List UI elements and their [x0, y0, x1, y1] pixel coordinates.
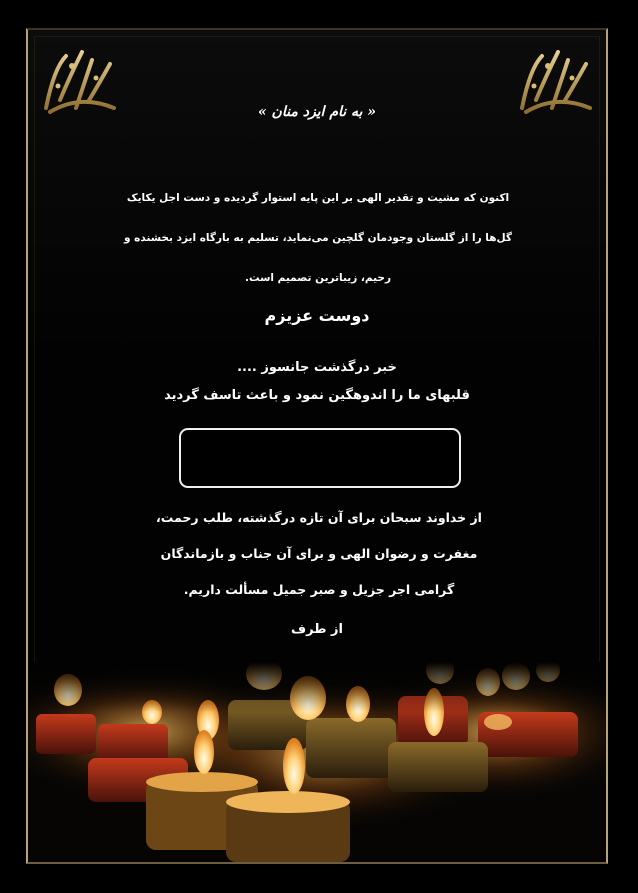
news-line: قلبهای ما را اندوهگین نمود و باعث تاسف گردید [164, 388, 470, 403]
from-label: از طرف [291, 622, 343, 637]
condolence-paragraph [98, 500, 540, 608]
condolence-line: گرامی اجر جزیل و صبر جمیل مسألت داریم. [183, 582, 455, 597]
candles-image [28, 662, 606, 862]
intro-line: اکنون که مشیت و تقدیر الهی بر این پایه استوار گردیده و دست اجل یکایک [126, 192, 510, 204]
condolence-line: مغفرت و رضوان الهی و برای آن جناب و بازماندگان [160, 546, 478, 561]
intro-paragraph [82, 178, 554, 298]
condolence-line: از خداوند سبحان برای آن تازه درگذشته، طلب رحمت، [156, 510, 482, 525]
intro-line: رحیم، زیباترین تصمیم است. [244, 272, 392, 284]
news-text [28, 354, 606, 410]
intro-line: گل‌ها را از گلستان وجودمان گلچین می‌نماید، تسلیم به بارگاه ایزد بخشنده و [124, 232, 512, 244]
salutation: دوست عزیزم [264, 306, 370, 325]
card-frame [26, 28, 608, 864]
news-line: خبر درگذشت جانسوز .... [237, 360, 397, 375]
invocation: « به نام ایزد منان » [257, 104, 377, 120]
deceased-name-box [179, 428, 461, 488]
